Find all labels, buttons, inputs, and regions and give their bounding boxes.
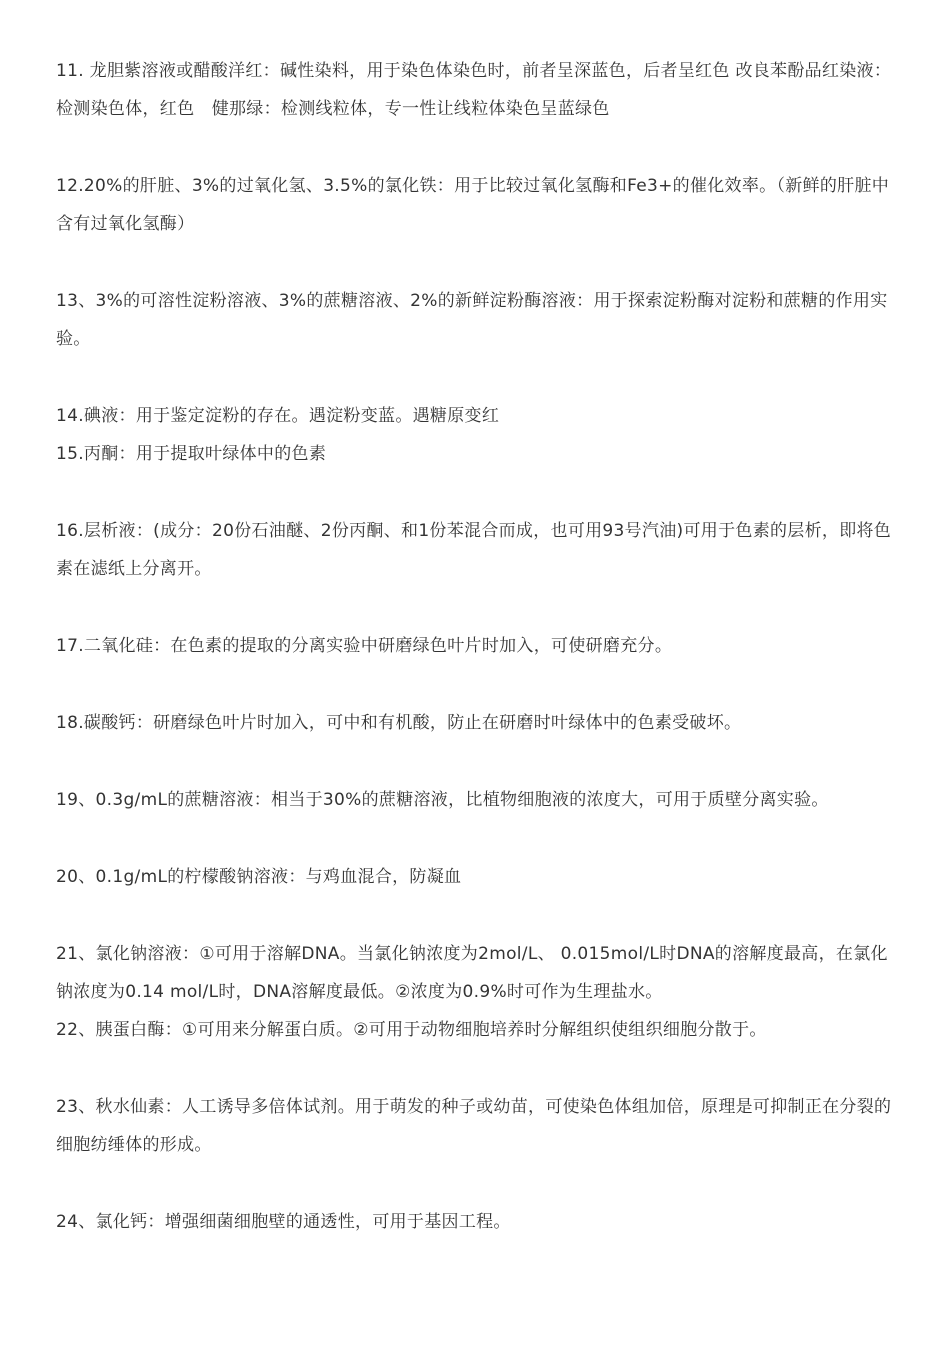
paragraph-item-17: 17.二氧化硅：在色素的提取的分离实验中研磨绿色叶片时加入，可使研磨充分。: [56, 636, 673, 656]
paragraph-item-20: 20、0.1g/mL的柠檬酸钠溶液：与鸡血混合，防凝血: [56, 867, 462, 887]
document-body: [56, 52, 901, 1280]
paragraph-item-18: 18.碳酸钙：研磨绿色叶片时加入，可中和有机酸，防止在研磨时叶绿体中的色素受破坏。: [56, 713, 742, 733]
paragraph-item-24: 24、氯化钙：增强细菌细胞壁的通透性，可用于基因工程。: [56, 1212, 511, 1232]
paragraph-item-14: 14.碘液：用于鉴定淀粉的存在。遇淀粉变蓝。遇糖原变红: [56, 406, 500, 426]
paragraph-item-16: 16.层析液：(成分：20份石油醚、2份丙酮、和1份苯混合而成，也可用93号汽油)可用于色素的层析，即将色素在滤纸上分离开。: [56, 521, 892, 579]
paragraph-item-11: 11. 龙胆紫溶液或醋酸洋红：碱性染料，用于染色体染色时，前者呈深蓝色，后者呈红色 改良苯酚品红染液：检测染色体，红色 健那绿：检测线粒体，专一性让线粒体染色呈蓝绿色: [56, 61, 892, 119]
paragraph-item-19: 19、0.3g/mL的蔗糖溶液：相当于30%的蔗糖溶液，比植物细胞液的浓度大，可用于质壁分离实验。: [56, 790, 829, 810]
paragraph-item-13: 13、3%的可溶性淀粉溶液、3%的蔗糖溶液、2%的新鲜淀粉酶溶液：用于探索淀粉酶对淀粉和蔗糖的作用实验。: [56, 291, 888, 349]
paragraph-item-21: 21、氯化钠溶液：①可用于溶解DNA。当氯化钠浓度为2mol/L、 0.015mol/L时DNA的溶解度最高，在氯化钠浓度为0.14 mol/L时，DNA溶解度最低。②浓度为0.9%时可作为生理盐水。: [56, 944, 888, 1002]
paragraph-item-22: 22、胰蛋白酶：①可用来分解蛋白质。②可用于动物细胞培养时分解组织使组织细胞分散于。: [56, 1020, 767, 1040]
paragraph-item-15: 15.丙酮：用于提取叶绿体中的色素: [56, 444, 327, 464]
paragraph-item-12: 12.20%的肝脏、3%的过氧化氢、3.5%的氯化铁：用于比较过氧化氢酶和Fe3+的催化效率。（新鲜的肝脏中含有过氧化氢酶）: [56, 176, 890, 234]
paragraph-item-23: 23、秋水仙素：人工诱导多倍体试剂。用于萌发的种子或幼苗，可使染色体组加倍，原理是可抑制正在分裂的细胞纺缍体的形成。: [56, 1097, 892, 1155]
